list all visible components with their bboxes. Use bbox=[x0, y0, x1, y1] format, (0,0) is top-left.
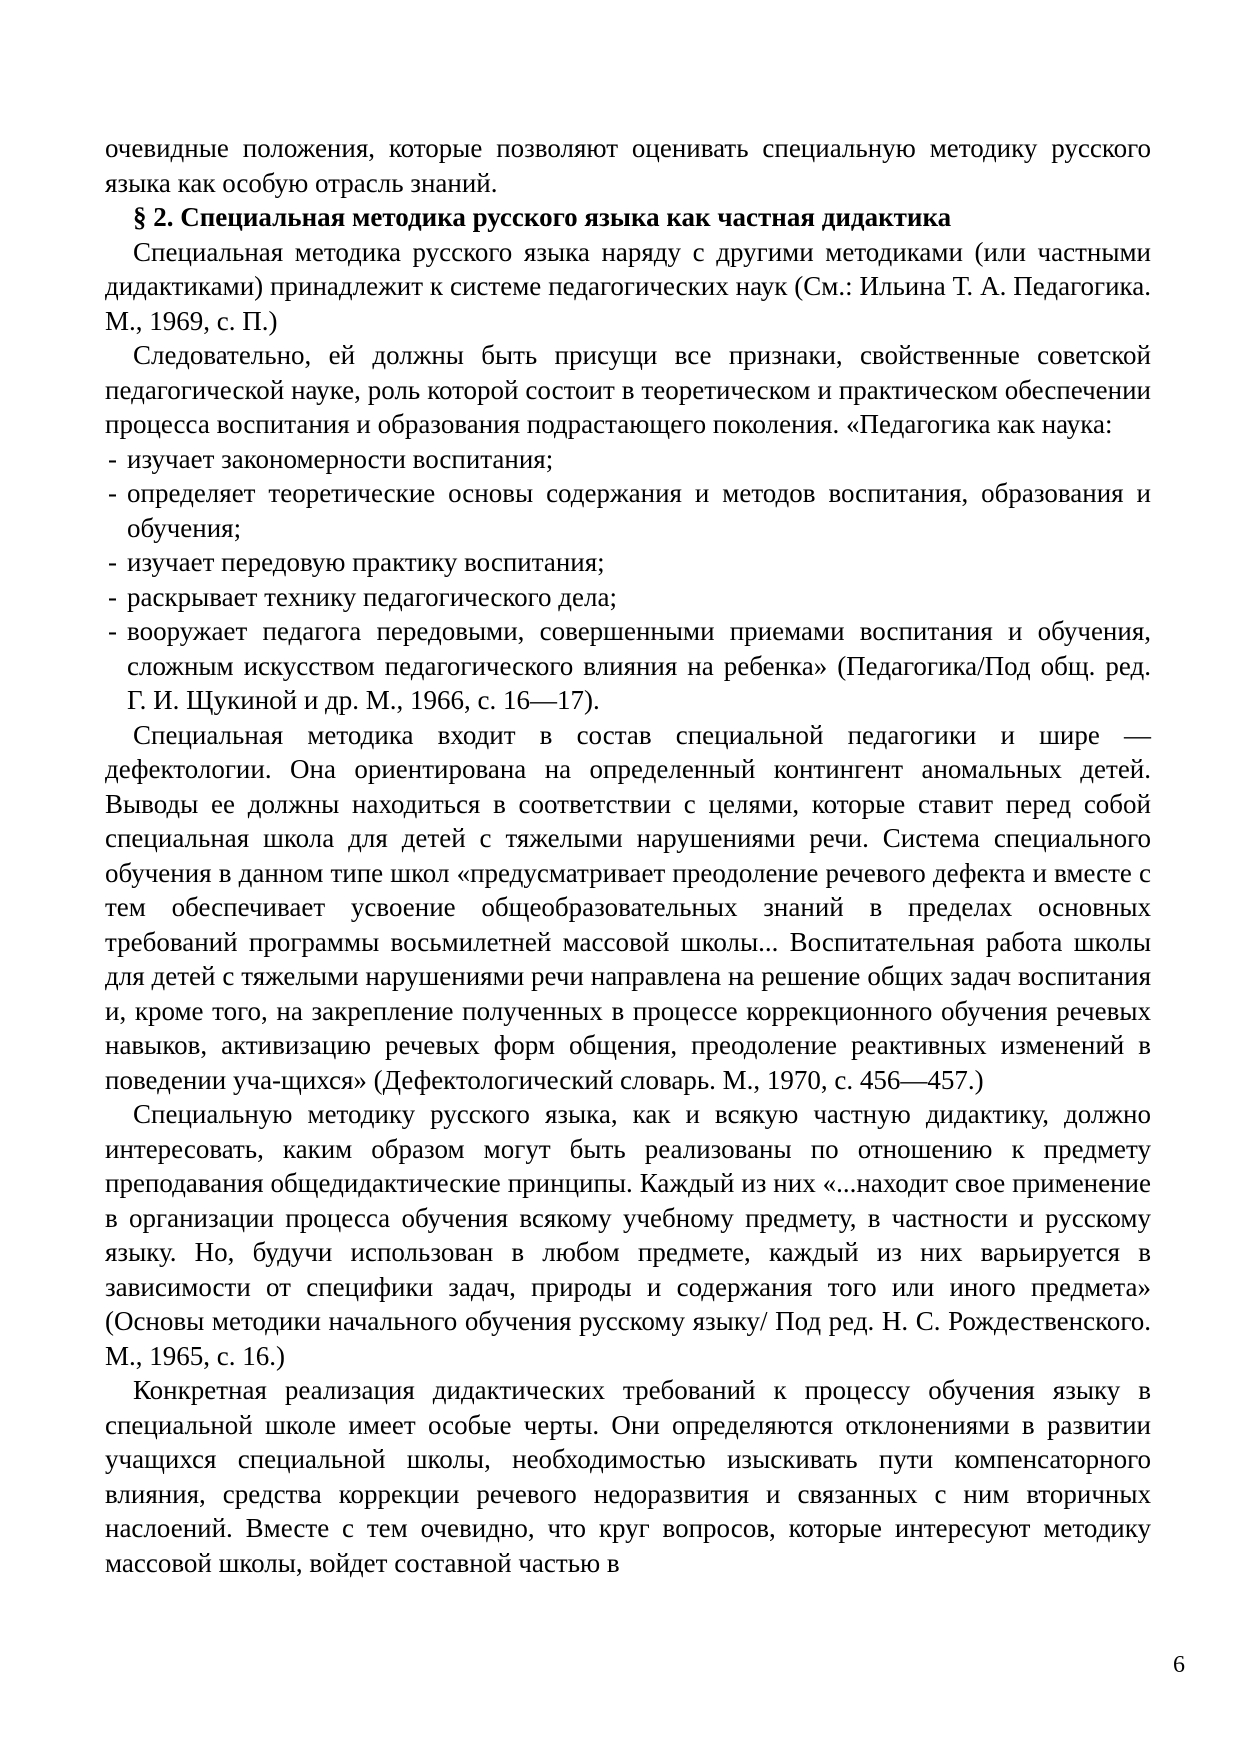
list-item-text: вооружает педагога передовыми, совершенными приемами воспитания и обучения, сложным искусством педагогического влияния на ребенка» (Педагогика/Под общ. ред. Г. И. Щукиной и др. М., 1966, с. 16—17). bbox=[127, 616, 1151, 715]
bulleted-list bbox=[105, 442, 1151, 718]
paragraph-5: Конкретная реализация дидактических требований к процессу обучения языку в специальной школе имеет особые черты. Они определяются отклонениями в развитии учащихся специальной школы, необходимостью изыскивать пути компенсаторного влияния, средства коррекции речевого недоразвития и связанных с ним вторичных наслоений. Вместе с тем очевидно, что круг вопросов, которые интересуют методику массовой школы, войдет составной частью в bbox=[105, 1375, 1151, 1578]
list-item bbox=[105, 476, 1151, 545]
list-item bbox=[105, 545, 1151, 580]
list-item bbox=[105, 580, 1151, 615]
paragraph-3: Специальная методика входит в состав специальной педагогики и шире — дефектологии. Она ориентирована на определенный контингент аномальных детей. Выводы ее должны находиться в соответствии с целями, которые ставит перед собой специальная школа для детей с тяжелыми нарушениями речи. Система специального обучения в данном типе школ «предусматривает преодоление речевого дефекта и вместе с тем обеспечивает усвоение общеобразовательных знаний в пределах основных требований программы восьмилетней массовой школы... Воспитательная работа школы для детей с тяжелыми нарушениями речи направлена на решение общих задач воспитания и, кроме того, на закрепление полученных в процессе коррекционного обучения речевых навыков, активизацию речевых форм общения, преодоление реактивных изменений в поведении уча-щихся» (Дефектологический словарь. М., 1970, с. 456—457.) bbox=[105, 719, 1151, 1095]
paragraph-1: Специальная методика русского языка наряду с другими методиками (или частными дидактиками) принадлежит к системе педагогических наук (См.: Ильина Т. А. Педагогика. М., 1969, с. П.) bbox=[105, 236, 1151, 336]
dash-marker: - bbox=[108, 478, 117, 508]
list-item bbox=[105, 614, 1151, 718]
list-item-text: изучает передовую практику воспитания; bbox=[127, 547, 605, 577]
text-block bbox=[105, 131, 1151, 1580]
paragraph-intro: очевидные положения, которые позволяют оценивать специальную методику русского языка как особую отрасль знаний. bbox=[105, 133, 1151, 198]
paragraph-4: Специальную методику русского языка, как и всякую частную дидактику, должно интересовать, каким образом могут быть реализованы по отношению к предмету преподавания общедидактические принципы. Каждый из них «...находит свое применение в организации процесса обучения всякому учебному предмету, в частности и русскому языку. Но, будучи использован в любом предмете, каждый из них варьируется в зависимости от специфики задач, природы и содержания того или иного предмета» (Основы методики начального обучения русскому языку/ Под ред. Н. С. Рождественского. М., 1965, с. 16.) bbox=[105, 1099, 1151, 1371]
dash-marker: - bbox=[108, 547, 117, 577]
section-heading: § 2. Специальная методика русского языка как частная дидактика bbox=[133, 202, 952, 232]
dash-marker: - bbox=[108, 443, 117, 474]
page-number: 6 bbox=[1173, 1652, 1185, 1678]
list-item bbox=[105, 442, 1151, 477]
list-item-text: раскрывает технику педагогического дела; bbox=[127, 581, 617, 612]
dash-marker: - bbox=[108, 581, 117, 612]
paragraph-2: Следовательно, ей должны быть присущи все признаки, свойственные советской педагогической науке, роль которой состоит в теоретическом и практическом обеспечении процесса воспитания и образования подрастающего поколения. «Педагогика как наука: bbox=[105, 340, 1151, 439]
list-item-text: определяет теоретические основы содержания и методов воспитания, образования и обучения; bbox=[127, 478, 1151, 543]
dash-marker: - bbox=[108, 616, 117, 646]
list-item-text: изучает закономерности воспитания; bbox=[127, 443, 554, 474]
